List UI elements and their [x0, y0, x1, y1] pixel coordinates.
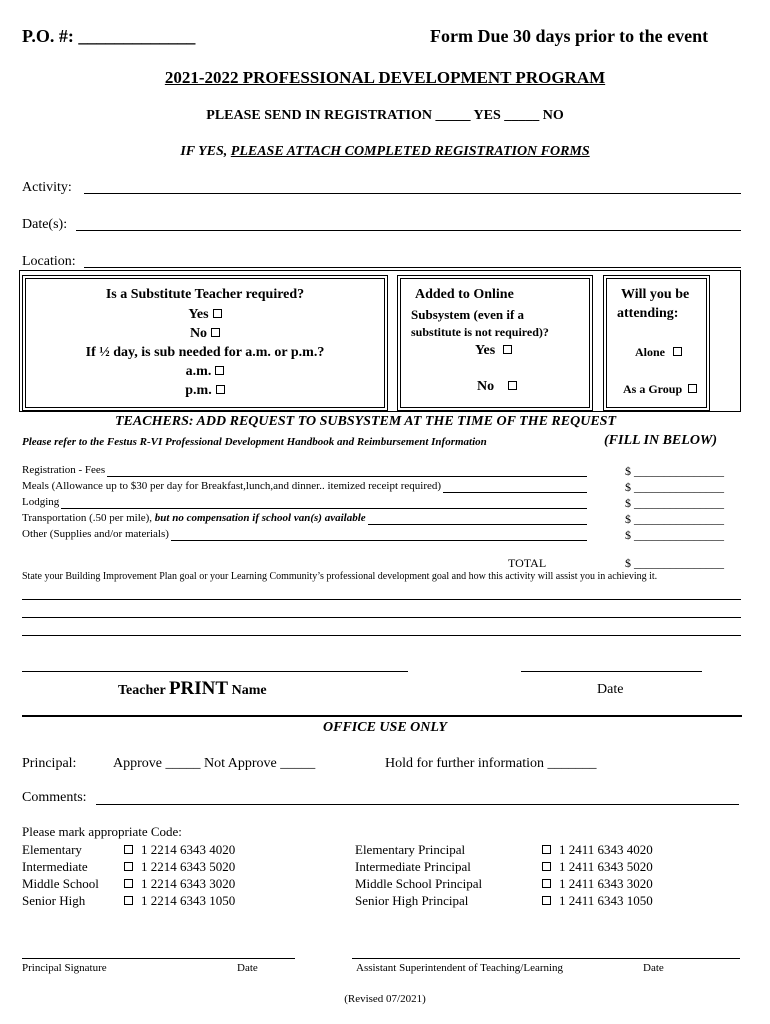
hold-option[interactable]: Hold for further information _______ — [385, 756, 597, 771]
approve-options[interactable]: Approve _____ Not Approve _____ — [113, 756, 316, 771]
dates-field[interactable] — [76, 230, 741, 231]
expense-amount-field[interactable]: $ _______________ — [625, 464, 724, 478]
substitute-no-checkbox[interactable] — [211, 328, 220, 337]
principal-code-checkbox[interactable] — [542, 862, 551, 871]
subsystem-yes-checkbox[interactable] — [503, 345, 512, 354]
principal-date-label: Date — [237, 962, 258, 974]
am-option[interactable] — [26, 364, 384, 380]
teacher-date-label: Date — [597, 682, 624, 697]
goal-line-2[interactable] — [22, 617, 741, 618]
subsystem-line3: substitute is not required)? — [411, 325, 549, 339]
teacher-code-checkbox[interactable] — [124, 879, 133, 888]
revised-date: (Revised 07/2021) — [344, 993, 426, 1005]
attending-line2: attending: — [617, 306, 679, 321]
expense-amount-field[interactable]: $ _______________ — [625, 512, 724, 526]
teacher-suffix: Name — [228, 683, 267, 698]
principal-code-number: 1 2411 6343 3020 — [559, 876, 653, 891]
teacher-code-name: Elementary — [22, 842, 82, 857]
teacher-code-option[interactable] — [124, 893, 235, 909]
expense-label: Transportation (.50 per mile), — [22, 512, 155, 524]
alone-label: Alone — [635, 345, 665, 359]
attending-line1: Will you be — [621, 287, 690, 302]
expense-note: but no compensation if school van(s) available — [154, 512, 366, 524]
principal-code-number: 1 2411 6343 1050 — [559, 893, 653, 908]
substitute-question: Is a Substitute Teacher required? — [105, 287, 305, 302]
expense-row — [22, 480, 441, 492]
principal-code-checkbox[interactable] — [542, 879, 551, 888]
form-due-note: Form Due 30 days prior to the event — [430, 26, 709, 46]
expense-row — [22, 512, 366, 524]
activity-field[interactable] — [84, 193, 741, 194]
principal-code-name: Intermediate Principal — [355, 859, 471, 874]
pm-option[interactable] — [26, 383, 384, 399]
alone-checkbox[interactable] — [673, 347, 682, 356]
teacher-code-number: 1 2214 6343 3020 — [141, 876, 236, 891]
principal-signature-line[interactable] — [22, 958, 295, 959]
teacher-code-option[interactable] — [124, 876, 235, 892]
subsystem-no-label: No — [477, 379, 495, 394]
registration-question: PLEASE SEND IN REGISTRATION _____ YES _____ NO — [206, 108, 564, 123]
principal-signature-label: Principal Signature — [22, 962, 107, 974]
principal-code-checkbox[interactable] — [542, 845, 551, 854]
attending-box — [603, 275, 710, 411]
principal-code-option[interactable] — [542, 893, 653, 909]
teacher-code-checkbox[interactable] — [124, 862, 133, 871]
alone-option[interactable] — [635, 345, 682, 360]
location-field[interactable] — [84, 267, 741, 268]
goal-line-1[interactable] — [22, 599, 741, 600]
group-option[interactable] — [623, 382, 697, 397]
subsystem-line1: Added to Online — [415, 287, 514, 302]
teacher-code-number: 1 2214 6343 4020 — [141, 842, 236, 857]
substitute-yes-checkbox[interactable] — [213, 309, 222, 318]
principal-code-checkbox[interactable] — [542, 896, 551, 905]
subsystem-no-checkbox[interactable] — [508, 381, 517, 390]
fill-in-below: (FILL IN BELOW) — [604, 433, 718, 448]
teacher-prefix: Teacher — [118, 683, 169, 698]
teacher-code-name: Intermediate — [22, 859, 88, 874]
teacher-print-name-label — [118, 678, 267, 700]
expense-fill-line[interactable] — [107, 476, 587, 477]
pm-checkbox[interactable] — [216, 385, 225, 394]
po-number-label: P.O. #: _____________ — [22, 26, 196, 46]
subsystem-line2: Subsystem (even if a — [411, 307, 525, 322]
expense-fill-line[interactable] — [61, 508, 587, 509]
attach-prefix: IF YES, — [180, 144, 231, 159]
expense-amount-field[interactable]: $ _______________ — [625, 496, 724, 510]
attach-forms-note — [0, 144, 770, 160]
subsystem-no-option[interactable] — [477, 379, 517, 395]
teacher-code-number: 1 2214 6343 1050 — [141, 893, 236, 908]
asst-supt-label: Assistant Superintendent of Teaching/Learning — [356, 962, 564, 974]
principal-code-number: 1 2411 6343 5020 — [559, 859, 653, 874]
subsystem-yes-label: Yes — [475, 343, 496, 358]
subsystem-box — [397, 275, 593, 411]
teachers-note: TEACHERS: ADD REQUEST TO SUBSYSTEM AT THE TIME OF THE REQUEST — [115, 414, 617, 429]
teacher-code-option[interactable] — [124, 842, 235, 858]
expense-row — [22, 464, 105, 476]
half-day-question: If ½ day, is sub needed for a.m. or p.m.? — [85, 345, 325, 360]
substitute-yes-option[interactable] — [26, 307, 384, 323]
substitute-no-label: No — [189, 326, 208, 341]
expense-amount-field[interactable]: $ _______________ — [625, 480, 724, 494]
teacher-code-number: 1 2214 6343 5020 — [141, 859, 236, 874]
page-title: 2021-2022 PROFESSIONAL DEVELOPMENT PROGRAM — [164, 68, 606, 87]
code-heading: Please mark appropriate Code: — [22, 824, 182, 839]
principal-label: Principal: — [22, 756, 77, 771]
dates-label: Date(s): — [22, 217, 68, 232]
expense-fill-line[interactable] — [171, 540, 587, 541]
teacher-code-checkbox[interactable] — [124, 845, 133, 854]
substitute-yes-label: Yes — [188, 307, 209, 322]
principal-code-option[interactable] — [542, 859, 653, 875]
asst-supt-date-label: Date — [643, 962, 664, 974]
teacher-code-checkbox[interactable] — [124, 896, 133, 905]
attach-underlined: PLEASE ATTACH COMPLETED REGISTRATION FORMS — [230, 144, 590, 159]
teacher-date-line[interactable] — [521, 671, 702, 672]
principal-code-option[interactable] — [542, 876, 653, 892]
expense-fill-line[interactable] — [368, 524, 587, 525]
expense-label: Registration - Fees — [22, 464, 106, 476]
teacher-code-name: Senior High — [22, 893, 86, 908]
total-amount-field[interactable]: $ _______________ — [625, 556, 724, 570]
group-checkbox[interactable] — [688, 384, 697, 393]
group-label: As a Group — [623, 382, 683, 396]
pm-label: p.m. — [185, 383, 212, 398]
substitute-box — [22, 275, 388, 411]
office-use-heading: OFFICE USE ONLY — [323, 720, 447, 735]
teacher-code-name: Middle School — [22, 876, 99, 891]
goal-statement: State your Building Improvement Plan goal or your Learning Community’s professional development goal and how this activity will assist you in achieving it. — [22, 571, 658, 582]
principal-code-option[interactable] — [542, 842, 653, 858]
expense-row — [22, 528, 169, 540]
expense-amount-field[interactable]: $ _______________ — [625, 528, 724, 542]
expense-fill-line[interactable] — [443, 492, 587, 493]
am-checkbox[interactable] — [215, 366, 224, 375]
principal-code-name: Senior High Principal — [355, 893, 469, 908]
expense-label: Lodging — [22, 496, 60, 508]
comments-label: Comments: — [22, 790, 87, 805]
activity-label: Activity: — [22, 180, 72, 195]
expense-label: Other (Supplies and/or materials) — [22, 528, 169, 540]
expense-label: Meals (Allowance up to $30 per day for Breakfast,lunch,and dinner.. itemized receipt required) — [22, 480, 442, 492]
office-divider — [22, 715, 742, 717]
asst-supt-signature-line[interactable] — [352, 958, 740, 959]
total-label: TOTAL — [508, 556, 547, 570]
location-label: Location: — [22, 254, 76, 269]
substitute-no-option[interactable] — [26, 326, 384, 342]
handbook-note: Please refer to the Festus R-VI Professional Development Handbook and Reimbursement Information — [22, 436, 487, 448]
teacher-name-line[interactable] — [22, 671, 408, 672]
expense-row — [22, 496, 59, 508]
teacher-code-option[interactable] — [124, 859, 235, 875]
principal-code-name: Middle School Principal — [355, 876, 483, 891]
print-emphasis: PRINT — [168, 678, 229, 699]
principal-code-number: 1 2411 6343 4020 — [559, 842, 653, 857]
principal-code-name: Elementary Principal — [355, 842, 466, 857]
am-label: a.m. — [185, 364, 212, 379]
comments-field[interactable] — [96, 804, 739, 805]
subsystem-yes-option[interactable] — [475, 343, 512, 359]
goal-line-3[interactable] — [22, 635, 741, 636]
